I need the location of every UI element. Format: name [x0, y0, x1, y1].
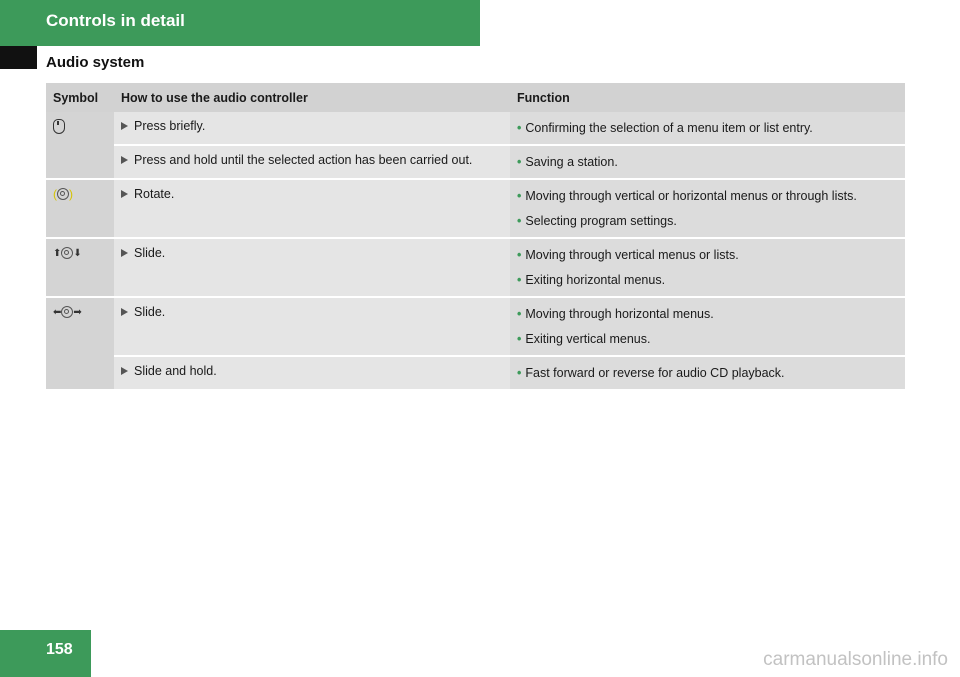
- how-text: Slide and hold.: [134, 364, 217, 378]
- table-header-row: [46, 83, 905, 112]
- page-number: 158: [46, 641, 73, 658]
- section-title: Audio system: [46, 54, 145, 71]
- how-text: Slide.: [134, 305, 166, 319]
- function-cell: [510, 112, 905, 145]
- bullet-icon: •: [517, 332, 522, 346]
- step-arrow-icon: [121, 249, 128, 257]
- list-item: • Exiting horizontal menus.: [517, 273, 666, 287]
- list-item: • Moving through vertical or horizontal menus or through lists.: [517, 189, 857, 203]
- watermark: carmanualsonline.info: [763, 649, 948, 670]
- function-cell: [510, 179, 905, 238]
- bullet-icon: •: [517, 214, 522, 228]
- section-marker: [0, 46, 37, 69]
- function-cell: [510, 356, 905, 390]
- how-cell: [114, 145, 510, 179]
- list-item: • Exiting vertical menus.: [517, 332, 651, 346]
- table-row: [46, 238, 905, 297]
- list-item: • Fast forward or reverse for audio CD playback.: [517, 366, 785, 380]
- bullet-icon: •: [517, 121, 522, 135]
- step-arrow-icon: [121, 308, 128, 316]
- how-text: Rotate.: [134, 187, 175, 201]
- how-text: Slide.: [134, 246, 166, 260]
- list-item: • Confirming the selection of a menu item or list entry.: [517, 121, 813, 135]
- bullet-icon: •: [517, 273, 522, 287]
- symbol-cell-press: [46, 112, 114, 179]
- how-cell: [114, 112, 510, 145]
- function-cell: [510, 145, 905, 179]
- function-cell: [510, 297, 905, 356]
- step-arrow-icon: [121, 156, 128, 164]
- chapter-title: Controls in detail: [46, 11, 185, 30]
- how-cell: [114, 356, 510, 390]
- header-function: Function: [510, 83, 905, 112]
- bullet-icon: •: [517, 307, 522, 321]
- list-item: • Saving a station.: [517, 155, 618, 169]
- symbol-cell-slide-vertical: [46, 238, 114, 297]
- step-arrow-icon: [121, 190, 128, 198]
- table-row: [46, 179, 905, 238]
- slide-vertical-icon: ⬆ ⬇: [53, 248, 82, 259]
- press-icon: [53, 119, 65, 134]
- bullet-icon: •: [517, 155, 522, 169]
- bullet-icon: •: [517, 248, 522, 262]
- header-how: How to use the audio controller: [114, 83, 510, 112]
- rotate-icon: ( ): [53, 187, 73, 201]
- list-item: • Selecting program settings.: [517, 214, 677, 228]
- bullet-icon: •: [517, 366, 522, 380]
- step-arrow-icon: [121, 122, 128, 130]
- step-arrow-icon: [121, 367, 128, 375]
- symbol-cell-rotate: [46, 179, 114, 238]
- table-row: [46, 112, 905, 145]
- slide-horizontal-icon: ⬅ ➡: [53, 307, 82, 318]
- function-cell: [510, 238, 905, 297]
- how-text: Press briefly.: [134, 119, 206, 133]
- list-item: • Moving through horizontal menus.: [517, 307, 714, 321]
- table-row: [46, 356, 905, 390]
- table-row: [46, 145, 905, 179]
- bullet-icon: •: [517, 189, 522, 203]
- symbol-cell-slide-horizontal: [46, 297, 114, 390]
- table-row: [46, 297, 905, 356]
- list-item: • Moving through vertical menus or lists.: [517, 248, 739, 262]
- how-cell: [114, 297, 510, 356]
- how-cell: [114, 179, 510, 238]
- how-text: Press and hold until the selected action has been carried out.: [134, 153, 473, 167]
- header-symbol: Symbol: [46, 83, 114, 112]
- audio-controller-table: [46, 83, 905, 391]
- how-cell: [114, 238, 510, 297]
